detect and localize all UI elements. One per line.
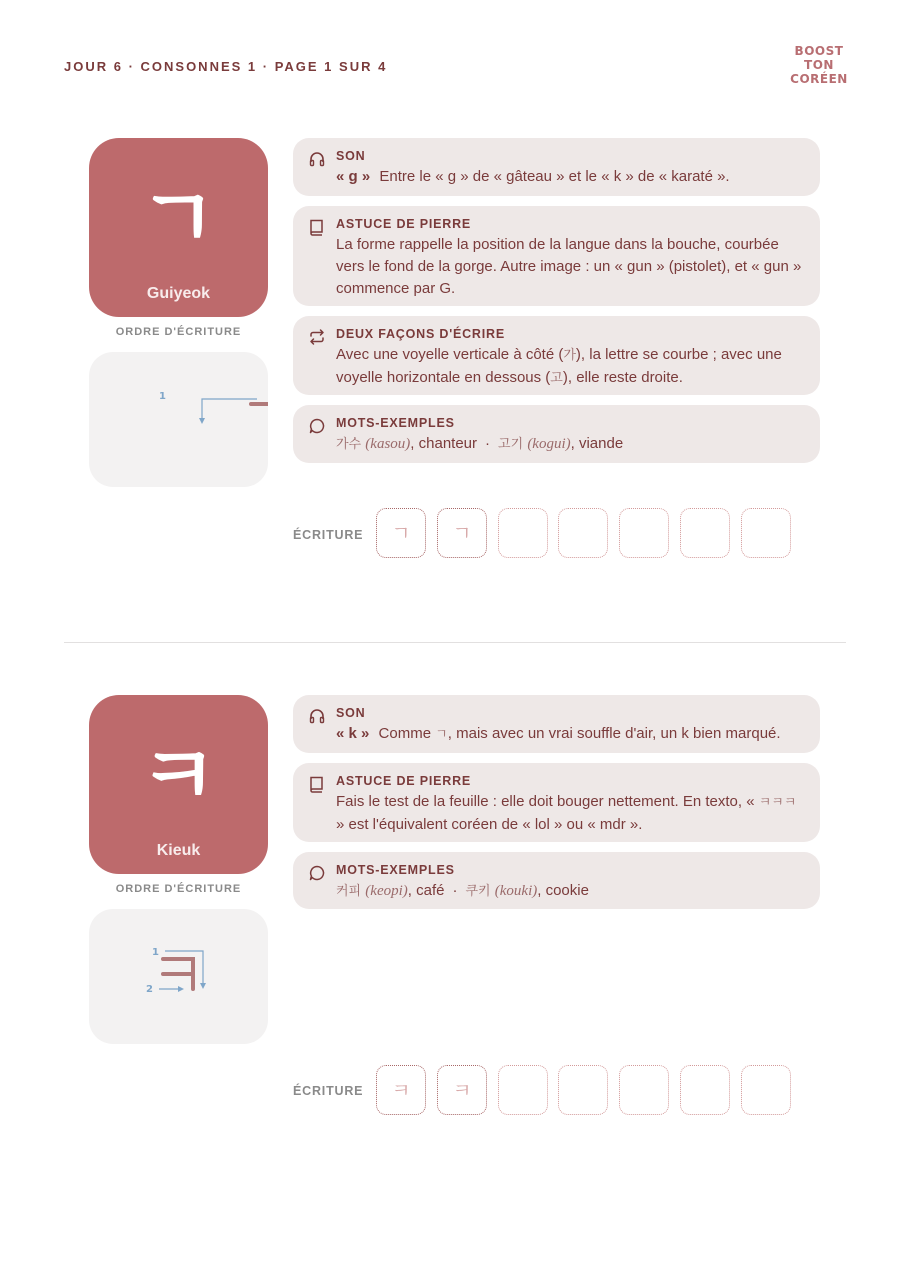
practice-box[interactable] xyxy=(741,508,791,558)
word-translation: , cookie xyxy=(537,882,589,899)
trace-box[interactable]: ㄱ xyxy=(437,508,487,558)
tip-text xyxy=(336,791,802,836)
stroke-order-card xyxy=(89,352,268,487)
practice-box[interactable] xyxy=(741,1065,791,1115)
stroke-number: 2 xyxy=(146,984,153,995)
word-romanization: (keopi) xyxy=(365,883,408,899)
variants-text-part: ), elle reste droite. xyxy=(562,369,683,386)
stroke-arrow xyxy=(202,399,257,422)
word-romanization: (kouki) xyxy=(494,883,538,899)
variants-text xyxy=(336,344,802,390)
logo-line: CORÉEN xyxy=(790,72,848,86)
stroke-order-diagram xyxy=(89,909,268,1044)
logo-line: BOOST xyxy=(794,44,844,58)
brand-logo xyxy=(786,44,852,86)
stroke-order-card xyxy=(89,909,268,1044)
speech-bubble-icon xyxy=(308,864,326,882)
letter-card xyxy=(89,695,268,874)
headphones-icon xyxy=(308,150,326,168)
letter-card xyxy=(89,138,268,317)
arrow-head-icon xyxy=(178,986,184,992)
book-icon xyxy=(308,218,326,236)
practice-box[interactable] xyxy=(619,1065,669,1115)
examples-title: MOTS-EXEMPLES xyxy=(336,863,455,877)
practice-box[interactable] xyxy=(680,1065,730,1115)
sound-title: SON xyxy=(336,706,366,720)
korean-example: ㄱ xyxy=(435,727,448,742)
sound-title: SON xyxy=(336,149,366,163)
tip-text: La forme rappelle la position de la langue dans la bouche, courbée vers le fond de la gorge. Autre image : un « gun » (pistolet), et « gun » commence par G. xyxy=(336,236,802,297)
variants-text-part: Avec une voyelle verticale à côté ( xyxy=(336,346,564,363)
word-translation: , chanteur xyxy=(410,435,478,452)
page-header-title: JOUR 6 · CONSONNES 1 · PAGE 1 SUR 4 xyxy=(64,59,388,74)
stroke-arrow xyxy=(165,951,203,987)
word-korean: 가수 xyxy=(336,437,362,452)
headphones-icon xyxy=(308,707,326,725)
trace-box[interactable]: ㅋ xyxy=(437,1065,487,1115)
letter-glyph: ㄱ xyxy=(138,171,219,266)
practice-box[interactable] xyxy=(558,508,608,558)
word-romanization: (kogui) xyxy=(527,436,571,452)
examples-title: MOTS-EXEMPLES xyxy=(336,416,455,430)
sound-value: « g » xyxy=(336,168,371,185)
word-korean: 커피 xyxy=(336,884,362,899)
letter-glyph: ㅋ xyxy=(138,728,219,823)
practice-box[interactable] xyxy=(498,1065,548,1115)
letter-name: Kieuk xyxy=(156,842,201,859)
example-words-card xyxy=(293,852,820,909)
sound-text: , mais avec un vrai souffle d'air, un k bien marqué. xyxy=(447,725,781,742)
practice-box[interactable] xyxy=(498,508,548,558)
tip-title: ASTUCE DE PIERRE xyxy=(336,774,472,788)
examples-text xyxy=(336,880,802,903)
sound-body xyxy=(336,166,802,188)
tip-text-part: Fais le test de la feuille : elle doit bouger nettement. En texto, « xyxy=(336,793,759,810)
stroke-path xyxy=(163,959,193,989)
writing-practice-label: ÉCRITURE xyxy=(293,1084,364,1098)
examples-text xyxy=(336,433,802,456)
tip-text-part: » est l'équivalent coréen de « lol » ou « mdr ». xyxy=(336,816,643,833)
korean-example: 고 xyxy=(550,371,563,386)
speech-bubble-icon xyxy=(308,417,326,435)
stroke-order-diagram xyxy=(89,352,268,487)
letter-name: Guiyeok xyxy=(146,285,211,302)
word-translation: , viande xyxy=(570,435,624,452)
arrow-head-icon xyxy=(199,418,205,424)
trace-box[interactable]: ㅋ xyxy=(376,1065,426,1115)
logo-line: TON xyxy=(804,58,834,72)
repeat-arrows-icon xyxy=(308,328,326,346)
book-icon xyxy=(308,775,326,793)
stroke-number: 1 xyxy=(159,391,166,402)
arrow-head-icon xyxy=(200,983,206,989)
tip-card xyxy=(293,763,820,842)
writing-practice-label: ÉCRITURE xyxy=(293,528,364,542)
stroke-order-label: ORDRE D'ÉCRITURE xyxy=(115,883,242,895)
practice-box[interactable] xyxy=(558,1065,608,1115)
word-korean: 쿠키 xyxy=(465,884,491,899)
sound-value: « k » xyxy=(336,725,370,742)
stroke-order-label: ORDRE D'ÉCRITURE xyxy=(115,326,242,338)
variants-text-part: ), la lettre se courbe ; avec une voyelle horizontale en dessous ( xyxy=(336,346,782,386)
sound-card xyxy=(293,695,820,753)
variants-title: DEUX FAÇONS D'ÉCRIRE xyxy=(336,327,505,341)
trace-box[interactable]: ㄱ xyxy=(376,508,426,558)
korean-example: 가 xyxy=(563,348,576,363)
korean-example: ㅋㅋㅋ xyxy=(758,795,797,810)
separator: · xyxy=(452,882,458,899)
sound-text: Comme xyxy=(378,725,436,742)
practice-box[interactable] xyxy=(619,508,669,558)
section-divider xyxy=(64,642,846,643)
tip-card xyxy=(293,206,820,306)
tip-title: ASTUCE DE PIERRE xyxy=(336,217,472,231)
sound-text: Entre le « g » de « gâteau » et le « k » de « karaté ». xyxy=(379,168,730,185)
word-korean: 고기 xyxy=(498,437,524,452)
separator: · xyxy=(485,435,491,452)
word-romanization: (kasou) xyxy=(365,436,411,452)
stroke-number: 1 xyxy=(152,947,159,958)
sound-card xyxy=(293,138,820,196)
word-translation: , café xyxy=(407,882,445,899)
writing-variants-card xyxy=(293,316,820,395)
sound-body xyxy=(336,723,802,746)
practice-box[interactable] xyxy=(680,508,730,558)
stroke-path xyxy=(251,404,268,432)
example-words-card xyxy=(293,405,820,463)
